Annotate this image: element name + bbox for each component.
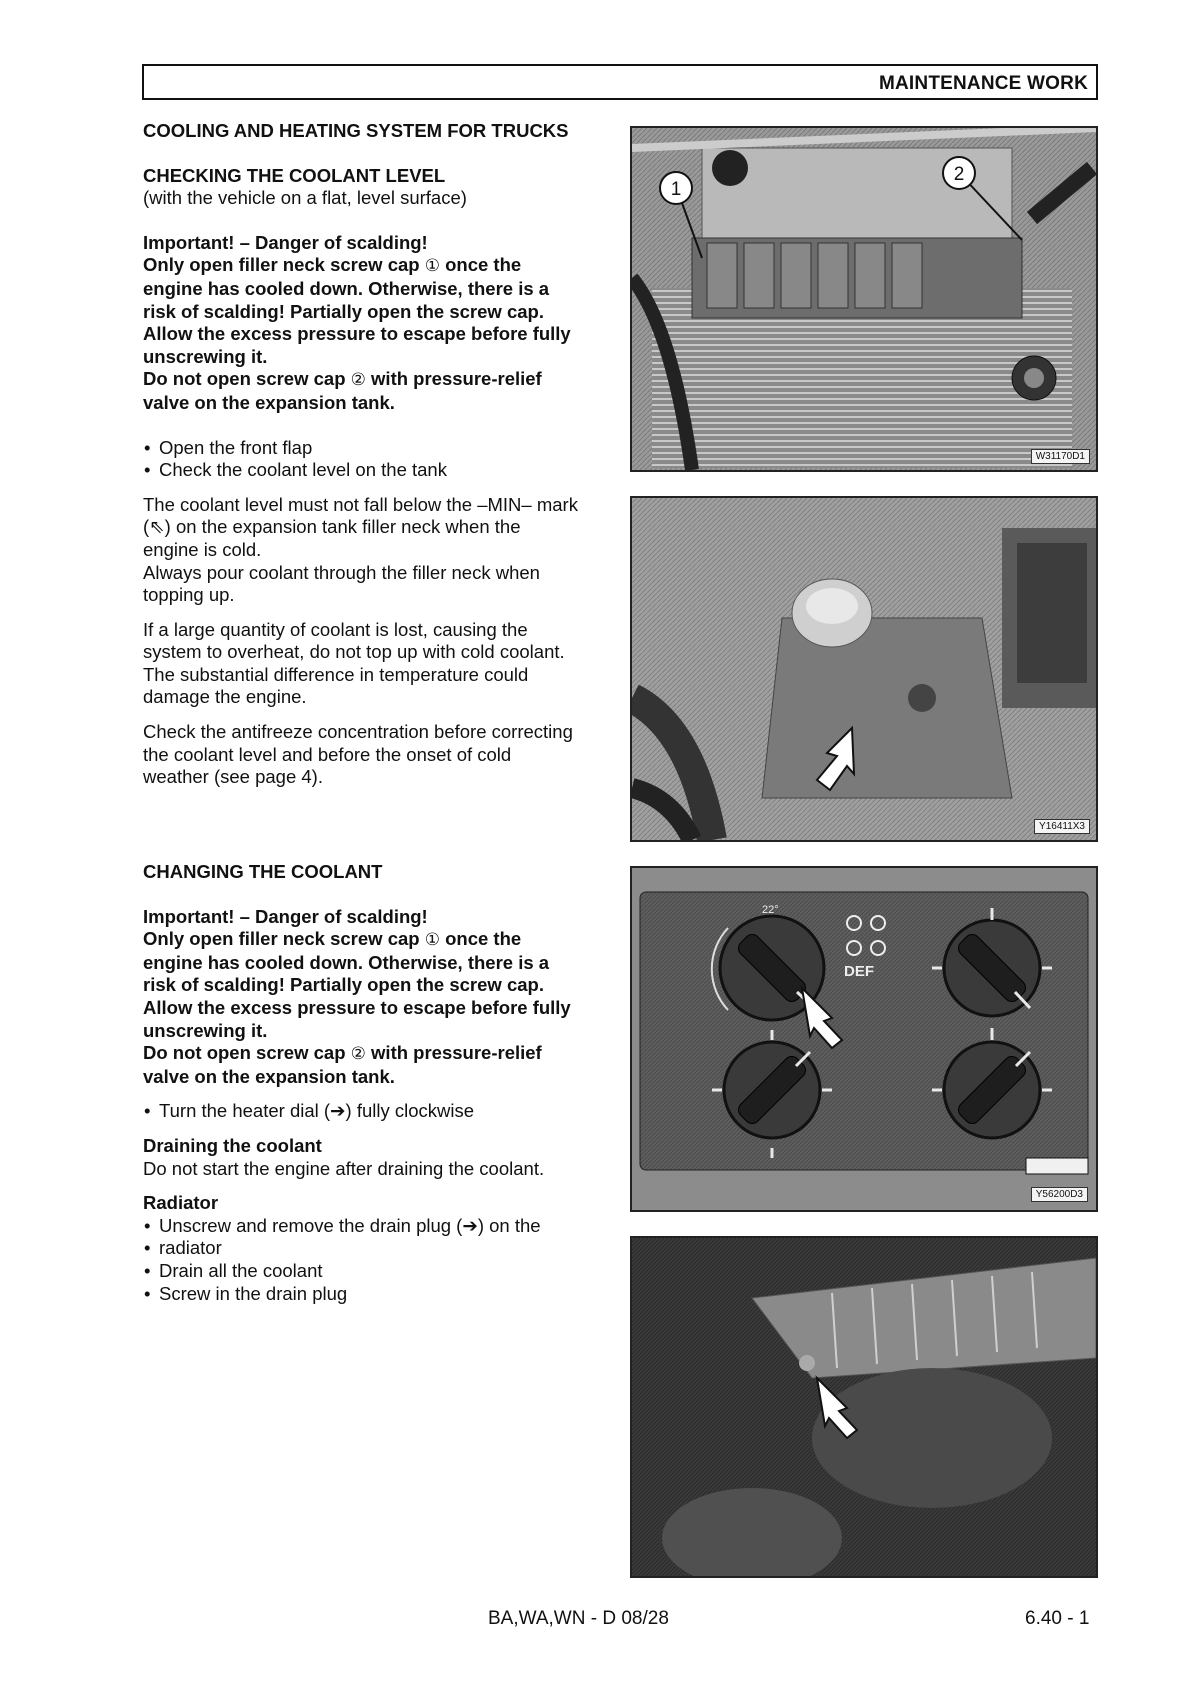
- list-item-continuation: • radiator: [143, 1237, 618, 1260]
- callout-1: 1: [670, 179, 682, 200]
- paragraph: Check the antifreeze concentration before correcting the coolant level and before the onset of cold weather (see page 4).: [143, 721, 573, 788]
- figure-heater-controls: [630, 866, 1098, 1212]
- warning-block: [143, 232, 618, 415]
- bullet-list: [143, 1100, 618, 1123]
- warning-line: valve on the expansion tank.: [143, 391, 395, 413]
- subsection-note: (with the vehicle on a flat, level surface): [143, 187, 467, 209]
- section-title: CHANGING THE COOLANT: [143, 861, 383, 882]
- footer-page-number: 6.40 - 1: [1025, 1608, 1090, 1629]
- cap-1-symbol: ①: [424, 930, 440, 950]
- section-changing: [143, 861, 618, 1305]
- paragraph: If a large quantity of coolant is lost, causing the system to overheat, do not top up with cold coolant. The substantial difference in temperature could damage the engine.: [143, 618, 565, 708]
- warning-line: Allow the excess pressure to escape before fully: [143, 996, 571, 1018]
- warning-block: [143, 906, 618, 1089]
- radiator-drain-illustration: [632, 1238, 1096, 1576]
- engine-compartment-illustration: [632, 128, 1096, 470]
- warning-heading: Important! – Danger of scalding!: [143, 905, 428, 927]
- section-checking: [143, 120, 618, 789]
- bullet-list: [143, 1215, 618, 1305]
- figure-expansion-tank: [630, 496, 1098, 842]
- section-title: COOLING AND HEATING SYSTEM FOR TRUCKS: [143, 120, 569, 141]
- warning-line: unscrewing it.: [143, 1019, 268, 1041]
- warning-line: engine has cooled down. Otherwise, there is a: [143, 277, 550, 299]
- warning-line: Do not open screw cap ② with pressure-relief: [143, 368, 542, 390]
- warning-heading: Important! – Danger of scalding!: [143, 231, 428, 253]
- warning-line: risk of scalding! Partially open the screw cap.: [143, 300, 544, 322]
- header-title: MAINTENANCE WORK: [878, 73, 1088, 94]
- list-item: • Screw in the drain plug: [143, 1283, 618, 1306]
- paragraph: The coolant level must not fall below the –MIN– mark (⇖) on the expansion tank filler neck when the engine is cold. Always pour coolant through the filler neck when topping up.: [143, 493, 578, 606]
- warning-line: Allow the excess pressure to escape before fully: [143, 323, 571, 345]
- callout-2: 2: [953, 164, 965, 185]
- heater-panel-illustration: [632, 868, 1096, 1210]
- footer-document-code: BA,WA,WN - D 08/28: [488, 1608, 669, 1629]
- warning-line: Only open filler neck screw cap ① once the: [143, 254, 522, 276]
- warning-line: Do not open screw cap ② with pressure-relief: [143, 1042, 542, 1064]
- figure-radiator-drain: [630, 1236, 1098, 1578]
- list-item: • Open the front flap: [143, 437, 618, 460]
- figure-code: Y16411X3: [1034, 819, 1090, 834]
- expansion-tank-illustration: [632, 498, 1096, 840]
- bullet-list: [143, 437, 618, 482]
- subsection-title: CHECKING THE COOLANT LEVEL: [143, 164, 446, 186]
- warning-line: risk of scalding! Partially open the screw cap.: [143, 974, 544, 996]
- cap-1-symbol: ①: [424, 256, 440, 276]
- figure-code: Y56200D3: [1031, 1187, 1088, 1202]
- subsection-title: Radiator: [143, 1192, 219, 1214]
- warning-line: valve on the expansion tank.: [143, 1065, 395, 1087]
- figure-engine-compartment: [630, 126, 1098, 472]
- temp-label: 22°: [762, 904, 779, 916]
- cap-2-symbol: ②: [350, 1044, 366, 1064]
- warning-line: engine has cooled down. Otherwise, there is a: [143, 951, 550, 973]
- figure-code: W31170D1: [1031, 449, 1090, 464]
- list-item: • Turn the heater dial (➔) fully clockwise: [143, 1100, 618, 1123]
- list-item: • Check the coolant level on the tank: [143, 459, 618, 482]
- list-item: • Unscrew and remove the drain plug (➔) on the: [143, 1215, 618, 1238]
- warning-line: Only open filler neck screw cap ① once the: [143, 928, 522, 950]
- subsection-title: Draining the coolant: [143, 1134, 322, 1156]
- list-item: • Drain all the coolant: [143, 1260, 618, 1283]
- warning-line: unscrewing it.: [143, 345, 268, 367]
- header-box: [142, 64, 1098, 100]
- cap-2-symbol: ②: [350, 370, 366, 390]
- def-label: DEF: [844, 963, 874, 980]
- paragraph: Do not start the engine after draining the coolant.: [143, 1157, 545, 1179]
